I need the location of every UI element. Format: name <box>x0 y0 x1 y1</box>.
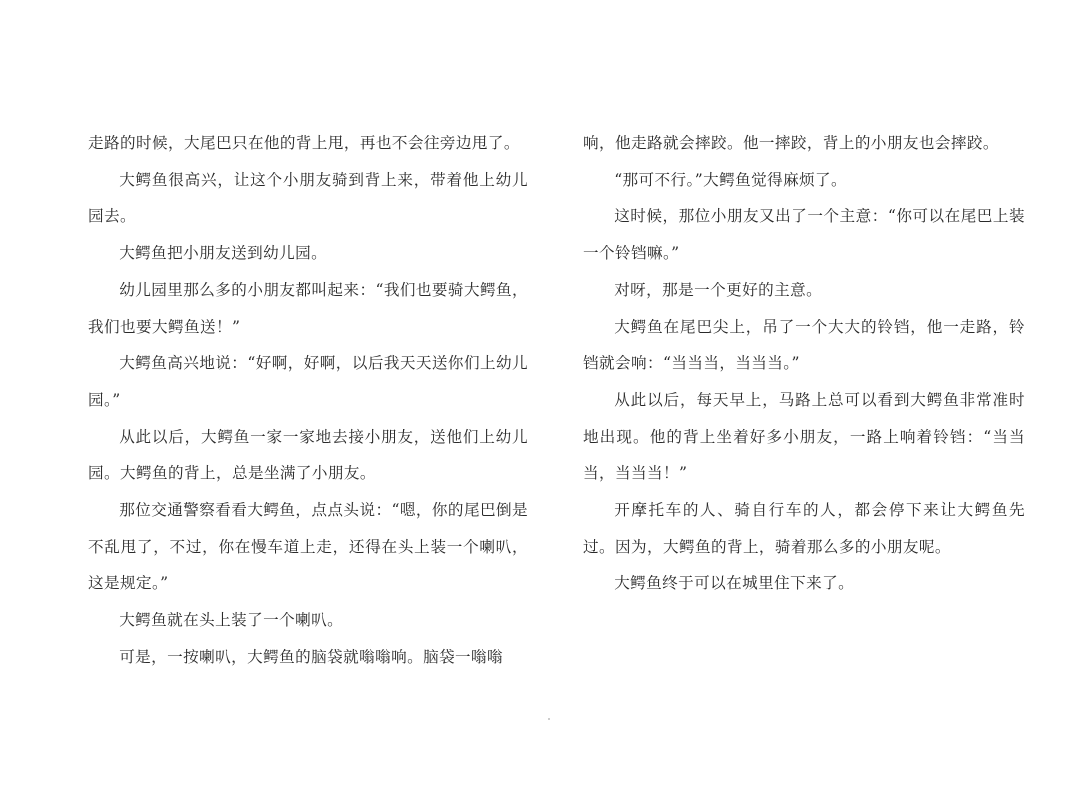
paragraph: 对呀，那是一个更好的主意。 <box>614 280 823 299</box>
paragraph: “那可不行。”大鳄鱼觉得麻烦了。 <box>614 170 848 189</box>
paragraph: 响，他走路就会摔跤。他一摔跤，背上的小朋友也会摔跤。 <box>583 134 999 152</box>
paragraph: 大鳄鱼就在头上装了一个喇叭。 <box>119 611 344 630</box>
paragraph: 大鳄鱼很高兴，让这个小朋友骑到背上来，带着他上幼儿园去。 <box>88 170 528 226</box>
paragraph: 这时候，那位小朋友又出了一个主意：“你可以在尾巴上装一个铃铛嘛。” <box>583 207 1025 263</box>
paragraph: 开摩托车的人、骑自行车的人，都会停下来让大鳄鱼先过。因为，大鳄鱼的背上，骑着那么多的小朋友呢。 <box>583 501 1025 556</box>
paragraph: 那位交通警察看看大鳄鱼，点点头说：“嗯，你的尾巴倒是不乱甩了，不过，你在慢车道上走，还得在头上装一个喇叭，这是规定。” <box>88 501 528 593</box>
paragraph: 大鳄鱼高兴地说：“好啊，好啊，以后我天天送你们上幼儿园。” <box>88 354 528 409</box>
left-text-column <box>88 125 528 676</box>
paragraph: 走路的时候，大尾巴只在他的背上甩，再也不会往旁边甩了。 <box>88 134 520 152</box>
paragraph: 从此以后，大鳄鱼一家一家地去接小朋友，送他们上幼儿园。大鳄鱼的背上，总是坐满了小朋友。 <box>88 427 528 483</box>
paragraph: 可是，一按喇叭，大鳄鱼的脑袋就嗡嗡响。脑袋一嗡嗡 <box>119 647 504 666</box>
paragraph: 大鳄鱼把小朋友送到幼儿园。 <box>119 244 328 263</box>
paragraph: 大鳄鱼终于可以在城里住下来了。 <box>614 574 855 593</box>
paragraph: 幼儿园里那么多的小朋友都叫起来：“我们也要骑大鳄鱼，我们也要大鳄鱼送！” <box>88 280 528 336</box>
right-text-column <box>583 125 1025 602</box>
left-page <box>0 0 543 800</box>
paragraph: 大鳄鱼在尾巴尖上，吊了一个大大的铃铛，他一走路，铃铛就会响：“当当当，当当当。” <box>583 317 1025 373</box>
right-page <box>543 0 1087 800</box>
paragraph: 从此以后，每天早上，马路上总可以看到大鳄鱼非常准时地出现。他的背上坐着好多小朋友，一路上响着铃铛：“当当当，当当当！” <box>583 390 1025 483</box>
scan-speck <box>548 718 550 720</box>
